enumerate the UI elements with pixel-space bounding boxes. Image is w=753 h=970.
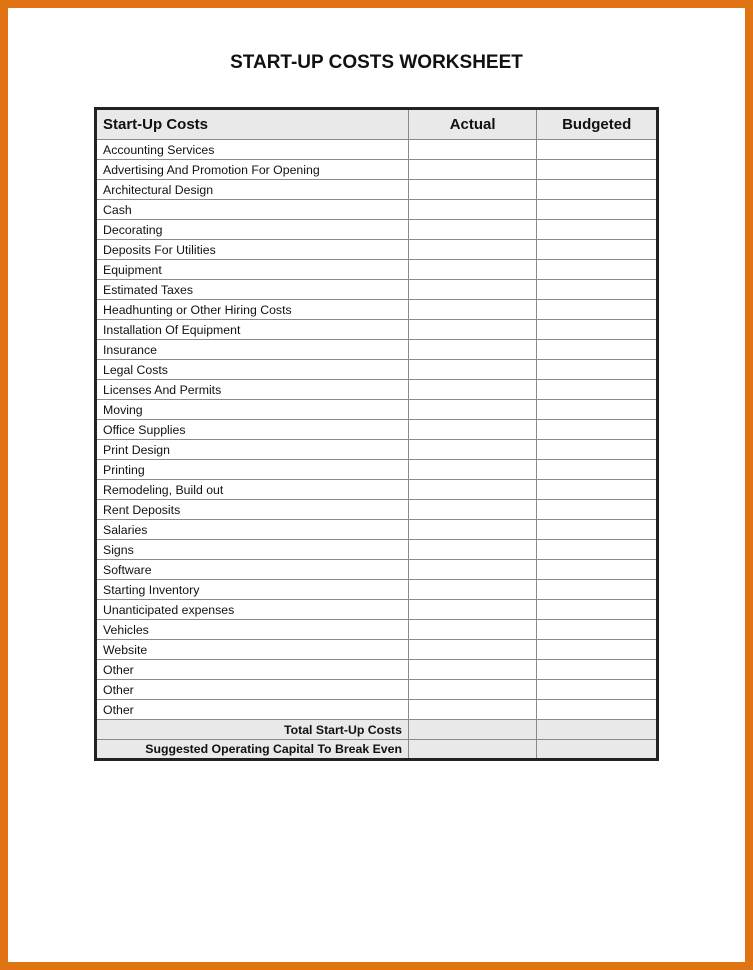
row-label: Starting Inventory bbox=[96, 580, 409, 600]
actual-cell[interactable] bbox=[408, 300, 536, 320]
table-row bbox=[96, 160, 658, 180]
column-header-actual: Actual bbox=[408, 109, 536, 140]
budgeted-cell[interactable] bbox=[537, 340, 658, 360]
row-label: Software bbox=[96, 560, 409, 580]
actual-cell[interactable] bbox=[408, 360, 536, 380]
table-row bbox=[96, 140, 658, 160]
budgeted-cell[interactable] bbox=[537, 680, 658, 700]
row-label: Website bbox=[96, 640, 409, 660]
actual-cell[interactable] bbox=[408, 620, 536, 640]
actual-cell[interactable] bbox=[408, 380, 536, 400]
actual-cell[interactable] bbox=[408, 280, 536, 300]
budgeted-cell[interactable] bbox=[537, 620, 658, 640]
budgeted-cell[interactable] bbox=[537, 460, 658, 480]
table-row bbox=[96, 560, 658, 580]
row-label: Decorating bbox=[96, 220, 409, 240]
row-label: Remodeling, Build out bbox=[96, 480, 409, 500]
budgeted-cell[interactable] bbox=[537, 200, 658, 220]
table-row bbox=[96, 660, 658, 680]
actual-cell[interactable] bbox=[408, 600, 536, 620]
row-label: Cash bbox=[96, 200, 409, 220]
budgeted-cell[interactable] bbox=[537, 320, 658, 340]
row-label: Suggested Operating Capital To Break Even bbox=[96, 740, 409, 760]
table-row bbox=[96, 400, 658, 420]
budgeted-cell[interactable] bbox=[537, 720, 658, 740]
row-label: Licenses And Permits bbox=[96, 380, 409, 400]
table-row bbox=[96, 540, 658, 560]
table-row bbox=[96, 200, 658, 220]
table-row bbox=[96, 420, 658, 440]
actual-cell[interactable] bbox=[408, 660, 536, 680]
table-row bbox=[96, 620, 658, 640]
table-row bbox=[96, 340, 658, 360]
budgeted-cell[interactable] bbox=[537, 260, 658, 280]
budgeted-cell[interactable] bbox=[537, 640, 658, 660]
budgeted-cell[interactable] bbox=[537, 220, 658, 240]
table-row bbox=[96, 220, 658, 240]
table-row bbox=[96, 460, 658, 480]
budgeted-cell[interactable] bbox=[537, 420, 658, 440]
table-row bbox=[96, 180, 658, 200]
budgeted-cell[interactable] bbox=[537, 280, 658, 300]
column-header-budgeted: Budgeted bbox=[537, 109, 658, 140]
row-label: Headhunting or Other Hiring Costs bbox=[96, 300, 409, 320]
row-label: Print Design bbox=[96, 440, 409, 460]
row-label: Legal Costs bbox=[96, 360, 409, 380]
actual-cell[interactable] bbox=[408, 640, 536, 660]
actual-cell[interactable] bbox=[408, 520, 536, 540]
table-row bbox=[96, 440, 658, 460]
budgeted-cell[interactable] bbox=[537, 380, 658, 400]
budgeted-cell[interactable] bbox=[537, 600, 658, 620]
budgeted-cell[interactable] bbox=[537, 700, 658, 720]
actual-cell[interactable] bbox=[408, 460, 536, 480]
actual-cell[interactable] bbox=[408, 260, 536, 280]
table-row bbox=[96, 380, 658, 400]
table-row bbox=[96, 320, 658, 340]
row-label: Other bbox=[96, 680, 409, 700]
row-label: Equipment bbox=[96, 260, 409, 280]
row-label: Moving bbox=[96, 400, 409, 420]
table-row bbox=[96, 680, 658, 700]
total-row bbox=[96, 720, 658, 740]
row-label: Unanticipated expenses bbox=[96, 600, 409, 620]
table-row bbox=[96, 280, 658, 300]
operating-capital-row bbox=[96, 740, 658, 760]
actual-cell[interactable] bbox=[408, 240, 536, 260]
actual-cell[interactable] bbox=[408, 480, 536, 500]
actual-cell[interactable] bbox=[408, 180, 536, 200]
actual-cell[interactable] bbox=[408, 400, 536, 420]
actual-cell[interactable] bbox=[408, 220, 536, 240]
row-label: Signs bbox=[96, 540, 409, 560]
table-row bbox=[96, 480, 658, 500]
row-label: Office Supplies bbox=[96, 420, 409, 440]
row-label: Accounting Services bbox=[96, 140, 409, 160]
table-row bbox=[96, 240, 658, 260]
table-row bbox=[96, 640, 658, 660]
table-row bbox=[96, 520, 658, 540]
table-row bbox=[96, 500, 658, 520]
column-header-costs: Start-Up Costs bbox=[96, 109, 409, 140]
actual-cell[interactable] bbox=[408, 340, 536, 360]
row-label: Rent Deposits bbox=[96, 500, 409, 520]
budgeted-cell[interactable] bbox=[537, 660, 658, 680]
budgeted-cell[interactable] bbox=[537, 520, 658, 540]
actual-cell[interactable] bbox=[408, 700, 536, 720]
table-header bbox=[96, 109, 658, 140]
table-row bbox=[96, 580, 658, 600]
budgeted-cell[interactable] bbox=[537, 560, 658, 580]
budgeted-cell[interactable] bbox=[537, 160, 658, 180]
row-label: Insurance bbox=[96, 340, 409, 360]
table-row bbox=[96, 700, 658, 720]
table-row bbox=[96, 360, 658, 380]
row-label: Other bbox=[96, 660, 409, 680]
budgeted-cell[interactable] bbox=[537, 500, 658, 520]
row-label: Salaries bbox=[96, 520, 409, 540]
actual-cell[interactable] bbox=[408, 540, 536, 560]
actual-cell[interactable] bbox=[408, 320, 536, 340]
actual-cell[interactable] bbox=[408, 580, 536, 600]
budgeted-cell[interactable] bbox=[537, 400, 658, 420]
actual-cell[interactable] bbox=[408, 440, 536, 460]
row-label: Vehicles bbox=[96, 620, 409, 640]
row-label: Advertising And Promotion For Opening bbox=[96, 160, 409, 180]
actual-cell[interactable] bbox=[408, 500, 536, 520]
budgeted-cell[interactable] bbox=[537, 480, 658, 500]
budgeted-cell[interactable] bbox=[537, 440, 658, 460]
row-label: Deposits For Utilities bbox=[96, 240, 409, 260]
row-label: Printing bbox=[96, 460, 409, 480]
table-row bbox=[96, 260, 658, 280]
actual-cell[interactable] bbox=[408, 140, 536, 160]
actual-cell[interactable] bbox=[408, 740, 536, 760]
table-row bbox=[96, 300, 658, 320]
row-label: Estimated Taxes bbox=[96, 280, 409, 300]
actual-cell[interactable] bbox=[408, 200, 536, 220]
budgeted-cell[interactable] bbox=[537, 300, 658, 320]
budgeted-cell[interactable] bbox=[537, 240, 658, 260]
actual-cell[interactable] bbox=[408, 560, 536, 580]
budgeted-cell[interactable] bbox=[537, 580, 658, 600]
actual-cell[interactable] bbox=[408, 680, 536, 700]
budgeted-cell[interactable] bbox=[537, 540, 658, 560]
row-label: Architectural Design bbox=[96, 180, 409, 200]
budgeted-cell[interactable] bbox=[537, 180, 658, 200]
budgeted-cell[interactable] bbox=[537, 360, 658, 380]
table-row bbox=[96, 600, 658, 620]
row-label: Other bbox=[96, 700, 409, 720]
budgeted-cell[interactable] bbox=[537, 740, 658, 760]
actual-cell[interactable] bbox=[408, 160, 536, 180]
budgeted-cell[interactable] bbox=[537, 140, 658, 160]
costs-table bbox=[94, 107, 659, 761]
page-title: START-UP COSTS WORKSHEET bbox=[230, 52, 523, 73]
row-label: Installation Of Equipment bbox=[96, 320, 409, 340]
row-label: Total Start-Up Costs bbox=[96, 720, 409, 740]
actual-cell[interactable] bbox=[408, 720, 536, 740]
actual-cell[interactable] bbox=[408, 420, 536, 440]
